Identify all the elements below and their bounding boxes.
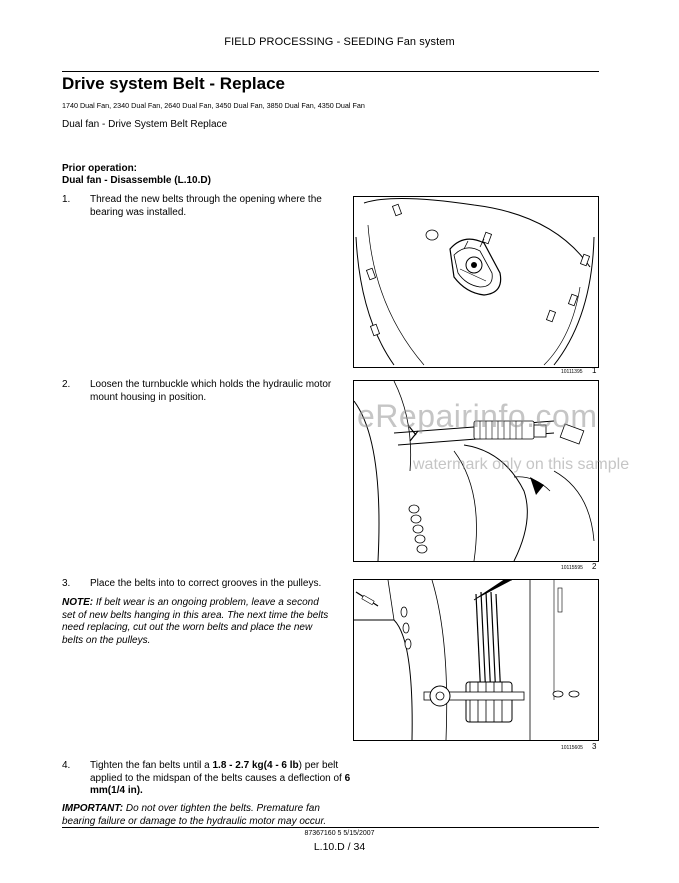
note-label: NOTE: [62,597,94,608]
step-number: 1. [62,194,71,205]
step-text: Place the belts into to correct grooves in the pulleys. [90,578,322,589]
important-text: Do not over tighten the belts. Premature fan bearing failure or damage to the hydraulic motor may occur. [62,803,327,827]
page-title: Drive system Belt - Replace [62,74,285,93]
header-rule [62,71,599,72]
step-text-part: ( [107,785,112,797]
fan-housing-illustration [354,197,598,367]
deflection-in: 1/4 in [111,785,137,797]
watermark-notice: watermark only on this sample [413,456,630,473]
step-text-part: ( [263,760,267,771]
step-2 [62,379,342,409]
document-info: 87367160 5 5/15/2007 [304,830,375,837]
step-text: Thread the new belts through the opening where the bearing was installed. [90,194,322,218]
figure-2-number: 2 [592,562,597,571]
section-header: FIELD PROCESSING - SEEDING Fan system [224,36,455,48]
figure-1-code: 10111395 [561,369,583,375]
important-label: IMPORTANT: [62,803,124,814]
watermark-site: eRepairinfo.com [357,398,598,434]
step-number: 4. [62,760,71,771]
important-block [62,803,332,828]
step-4 [62,760,351,800]
weight-lb: 4 - 6 lb [266,760,299,771]
figure-3-code: 10115605 [561,745,583,751]
weight-kg: 1.8 - 2.7 kg [212,760,264,771]
footer-rule [62,827,599,828]
page-number: L.10.D / 34 [313,841,366,853]
note-text: If belt wear is an ongoing problem, leave a second set of new belts hanging in this area. The next time the belts need replacing, cut out the worn belts and place the new belts on the pulleys. [62,597,329,646]
note-block [62,597,332,647]
step-3 [62,578,342,592]
step-text [90,760,360,798]
figure-3-belt-pulleys [353,579,599,741]
step-text-part: ) per belt applied to the midspan of the belts causes a deflection of [90,760,345,784]
figure-2-code: 10115595 [561,565,583,571]
figure-3-number: 3 [592,742,597,751]
model-list: 1740 Dual Fan, 2340 Dual Fan, 2640 Dual Fan, 3450 Dual Fan, 3850 Dual Fan, 4350 Dual Fan [62,101,365,110]
step-text: Loosen the turnbuckle which holds the hydraulic motor mount housing in position. [90,379,332,403]
step-text-part: Tighten the fan belts until a [90,760,213,771]
step-number: 2. [62,379,71,390]
prior-operation-label: Prior operation: [62,163,138,174]
step-text-part: ). [136,785,143,797]
deflection-mm: 6 mm [90,772,351,797]
step-number: 3. [62,578,71,589]
figure-1-number: 1 [592,366,597,375]
procedure-subtitle: Dual fan - Drive System Belt Replace [62,119,228,130]
figure-1-fan-housing [353,196,599,368]
prior-operation-link[interactable]: Dual fan - Disassemble (L.10.D) [62,175,211,186]
step-1 [62,194,342,224]
belt-pulley-illustration [354,580,598,740]
